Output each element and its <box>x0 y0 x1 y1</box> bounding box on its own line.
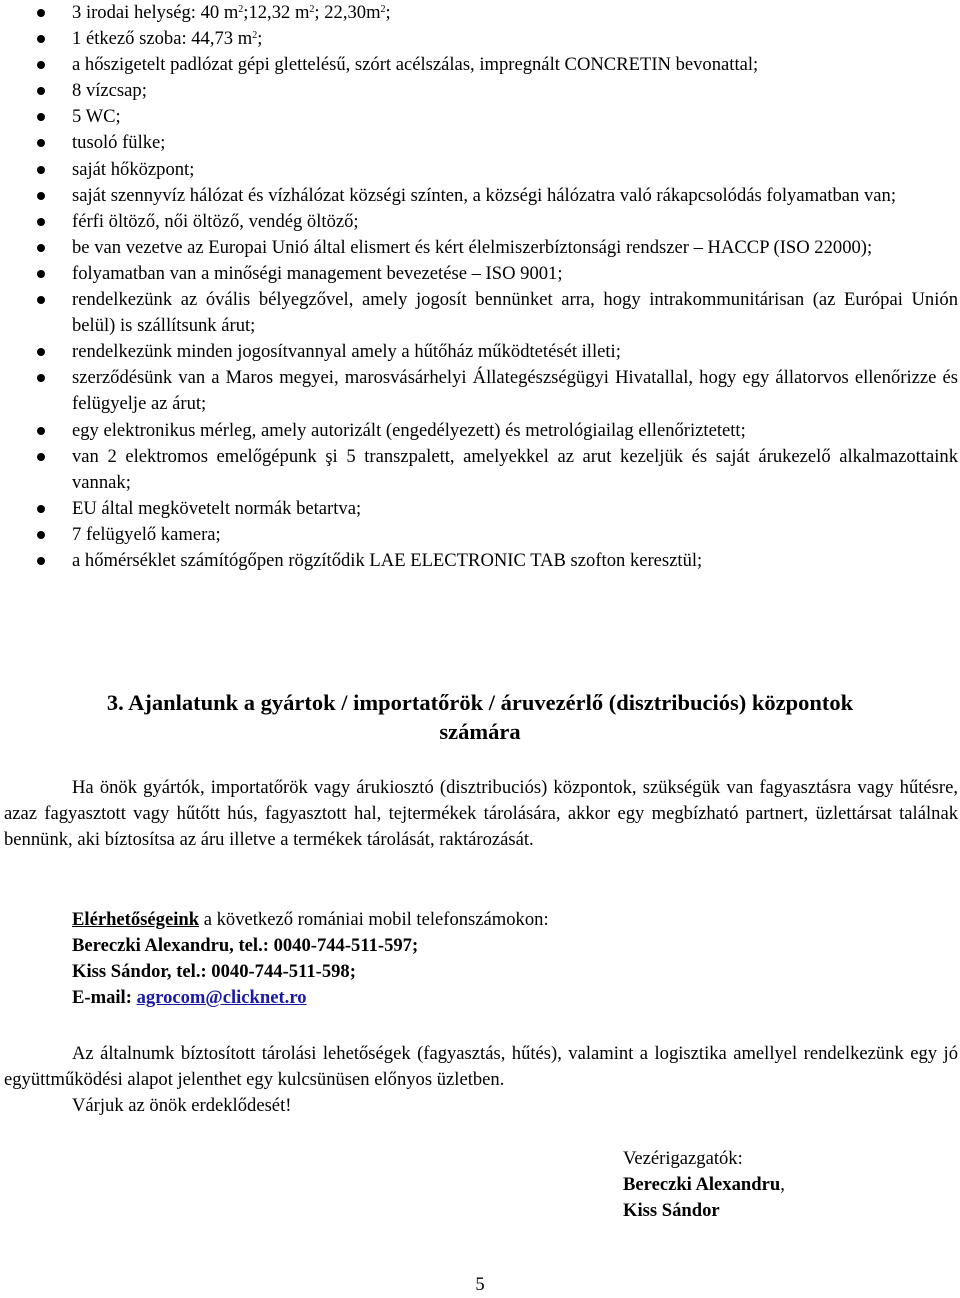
list-item: folyamatban van a minőségi management bevezetése – ISO 9001; <box>0 261 958 287</box>
facility-list <box>0 0 958 574</box>
signature-name-1-line <box>623 1172 785 1198</box>
bullet-icon <box>37 453 45 461</box>
contact-heading: Elérhetőségeink <box>72 909 200 930</box>
bullet-icon <box>37 61 45 69</box>
closing-paragraph: Az általnumk bíztosított tárolási lehetőségek (fagyasztás, hűtés), valamint a logisztika amellyel rendelkezünk egy jó együttműködési alapot jelenthet egy kulcsünüsen előnyos üzletben. <box>4 1043 958 1091</box>
list-item: saját hőközpont; <box>0 157 958 183</box>
signature-title: Vezérigazgatók: <box>623 1148 743 1169</box>
signature-name-2: Kiss Sándor <box>623 1200 720 1222</box>
contact-email-line <box>72 985 952 1011</box>
list-item: rendelkezünk az óvális bélyegzővel, amely jogosít bennünket arra, hogy intrakommunitárisan (az Európai Unión belül) is szállítsunk árut; <box>0 287 958 339</box>
signature-name-1: Bereczki Alexandru <box>623 1174 781 1196</box>
list-item: 3 irodai helység: 40 $m^2;12,32$ $m^2$; $22,30m^2$; <box>0 0 958 26</box>
bullet-icon <box>37 9 45 17</box>
email-label: E-mail: <box>72 987 137 1009</box>
bullet-icon <box>37 374 45 382</box>
list-item: 8 vízcsap; <box>0 78 958 104</box>
contact-block <box>72 907 952 1011</box>
list-item: szerződésünk van a Maros megyei, marosvásárhelyi Állategészségügyi Hivatallal, hogy egy állatorvos ellenőrizze és felügyelje az árut; <box>0 365 958 417</box>
list-item: 7 felügyelő kamera; <box>0 522 958 548</box>
email-link[interactable]: agrocom@clicknet.ro <box>136 987 307 1009</box>
list-item: EU által megkövetelt normák betartva; <box>0 496 958 522</box>
signature-name-1-suffix: , <box>780 1174 785 1196</box>
list-item: van 2 elektromos emelőgépunk şi 5 transzpalett, amelyekkel az arut kezeljük és saját árukezelő alkalmazottaink vannak; <box>0 444 958 496</box>
list-item: a hőmérséklet számítógőpen rögzítődik LAE ELECTRONIC TAB szofton keresztül; <box>0 548 958 574</box>
contact-heading-rest: a következő romániai mobil telefonszámokon: <box>199 909 549 930</box>
section-heading-line1: 3. Ajanlatunk a gyártok / importatőrök / áruvezérlő (disztribuciós) központok <box>106 690 854 715</box>
section-heading <box>0 688 960 746</box>
bullet-icon <box>37 166 45 174</box>
bullet-icon <box>37 139 45 147</box>
list-item: a hőszigetelt padlózat gépi glettelésű, szórt acélszálas, impregnált CONCRETIN bevonattal; <box>0 52 958 78</box>
list-item: 1 étkező szoba: 44,73 $m^2$; <box>0 26 958 52</box>
list-item: be van vezetve az Europai Unió által elismert és kért élelmiszerbíztonsági rendszer – HACCP (ISO 22000); <box>0 235 958 261</box>
contact-person-1: Bereczki Alexandru, tel.: 0040-744-511-597; <box>72 935 419 957</box>
bullet-icon <box>37 270 45 278</box>
contact-person-2: Kiss Sándor, tel.: 0040-744-511-598; <box>72 961 356 983</box>
bullet-icon <box>37 505 45 513</box>
bullet-icon <box>37 218 45 226</box>
list-item: saját szennyvíz hálózat és vízhálózat községi színten, a községi hálózatra való rákapcsolódás folyamatban van; <box>0 183 958 209</box>
bullet-icon <box>37 35 45 43</box>
signature-block <box>623 1146 785 1224</box>
page-number: 5 <box>475 1274 485 1295</box>
bullet-icon <box>37 296 45 304</box>
bullet-icon <box>37 531 45 539</box>
contact-heading-line <box>72 907 952 933</box>
section-intro-paragraph: Ha önök gyártók, importatőrök vagy árukiosztó (disztribuciós) központok, szükségük van fagyasztásra vagy hűtésre, azaz fagyasztott vagy hűtőtt hús, fagyasztott hal, tejtermékek tárolására, akkor egy megbízható partnert, üzlettársat találnak bennünk, aki bíztosítsa az áru illetve a termékek tárolását, raktározását. <box>4 777 958 851</box>
bullet-icon <box>37 348 45 356</box>
bullet-icon <box>37 557 45 565</box>
bullet-icon <box>37 427 45 435</box>
bullet-icon <box>37 113 45 121</box>
list-item: 5 WC; <box>0 104 958 130</box>
list-item: rendelkezünk minden jogosítvannyal amely a hűtőház működtetését illeti; <box>0 339 958 365</box>
bullet-icon <box>37 192 45 200</box>
list-item: tusoló fülke; <box>0 130 958 156</box>
closing-invite: Várjuk az önök erdeklődesét! <box>72 1095 292 1116</box>
list-item: férfi öltöző, női öltöző, vendég öltöző; <box>0 209 958 235</box>
bullet-icon <box>37 87 45 95</box>
bullet-icon <box>37 244 45 252</box>
list-item: egy elektronikus mérleg, amely autorizált (engedélyezett) és metrológiailag ellenőriztetett; <box>0 418 958 444</box>
section-heading-line2: számára <box>439 719 521 744</box>
